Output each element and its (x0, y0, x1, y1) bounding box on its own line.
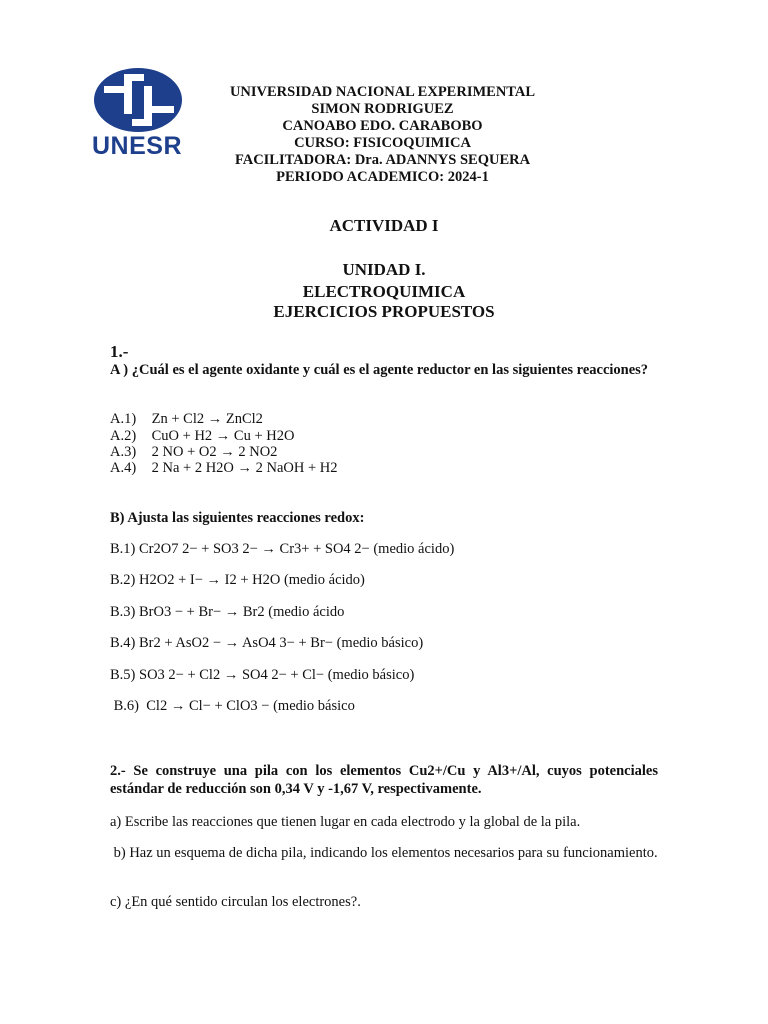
reaction-a3 (110, 444, 277, 461)
unit-title: UNIDAD I. (342, 260, 426, 279)
reaction-equation: 2 NO + O2 → 2 NO2 (151, 444, 278, 460)
exercises-title: EJERCICIOS PROPUESTOS (273, 302, 495, 321)
reaction-b3: B.3) BrO3 − + Br− → Br2 (medio ácido (110, 604, 345, 620)
reaction-label: A.3) (110, 444, 137, 460)
reaction-a2 (110, 428, 294, 445)
reaction-label: A.2) (110, 428, 137, 444)
reaction-a4 (110, 460, 338, 477)
reaction-b1: B.1) Cr2O7 2− + SO3 2− → Cr3+ + SO4 2− (medio ácido) (110, 541, 455, 557)
header-line: PERIODO ACADEMICO: 2024-1 (276, 169, 489, 185)
question-2-part-b: b) Haz un esquema de dicha pila, indicando los elementos necesarios para su funcionamiento. (110, 845, 658, 861)
activity-title: ACTIVIDAD I (329, 216, 439, 235)
header-line: CURSO: FISICOQUIMICA (294, 135, 471, 151)
topic-title: ELECTROQUIMICA (302, 282, 466, 301)
question-2-part-a: a) Escribe las reacciones que tienen lugar en cada electrodo y la global de la pila. (110, 814, 581, 830)
reaction-equation: CuO + H2 → Cu + H2O (151, 428, 295, 444)
reaction-b5: B.5) SO3 2− + Cl2 → SO4 2− + Cl− (medio básico) (110, 667, 415, 683)
reaction-b2: B.2) H2O2 + I− → I2 + H2O (medio ácido) (110, 572, 365, 588)
reaction-label: A.1) (110, 411, 137, 427)
logo-text: UNESR (92, 132, 183, 160)
question-1-part-b: B) Ajusta las siguientes reacciones redox: (110, 510, 365, 526)
question-2-part-c: c) ¿En qué sentido circulan los electrones?. (110, 894, 361, 910)
institution-header (205, 84, 560, 186)
question-1-number: 1.- (110, 342, 129, 361)
question-2-statement: 2.- Se construye una pila con los elementos Cu2+/Cu y Al3+/Al, cuyos potenciales estándar de reducción son 0,34 V y -1,67 V, respectivamente. (110, 763, 658, 797)
header-line: SIMON RODRIGUEZ (311, 101, 454, 117)
header-line: FACILITADORA: Dra. ADANNYS SEQUERA (234, 152, 531, 168)
header-line: UNIVERSIDAD NACIONAL EXPERIMENTAL (229, 84, 536, 100)
reaction-b4: B.4) Br2 + AsO2 − → AsO4 3− + Br− (medio básico) (110, 635, 424, 651)
reaction-b6: B.6) Cl2 → Cl− + ClO3 − (medio básico (110, 698, 355, 714)
header-line: CANOABO EDO. CARABOBO (282, 118, 483, 134)
reaction-a1 (110, 411, 263, 428)
reaction-equation: Zn + Cl2 → ZnCl2 (151, 411, 263, 427)
reaction-label: A.4) (110, 460, 137, 476)
question-1-part-a: A ) ¿Cuál es el agente oxidante y cuál es el agente reductor en las siguientes reacciones? (110, 362, 649, 378)
reaction-equation: 2 Na + 2 H2O → 2 NaOH + H2 (151, 460, 338, 476)
